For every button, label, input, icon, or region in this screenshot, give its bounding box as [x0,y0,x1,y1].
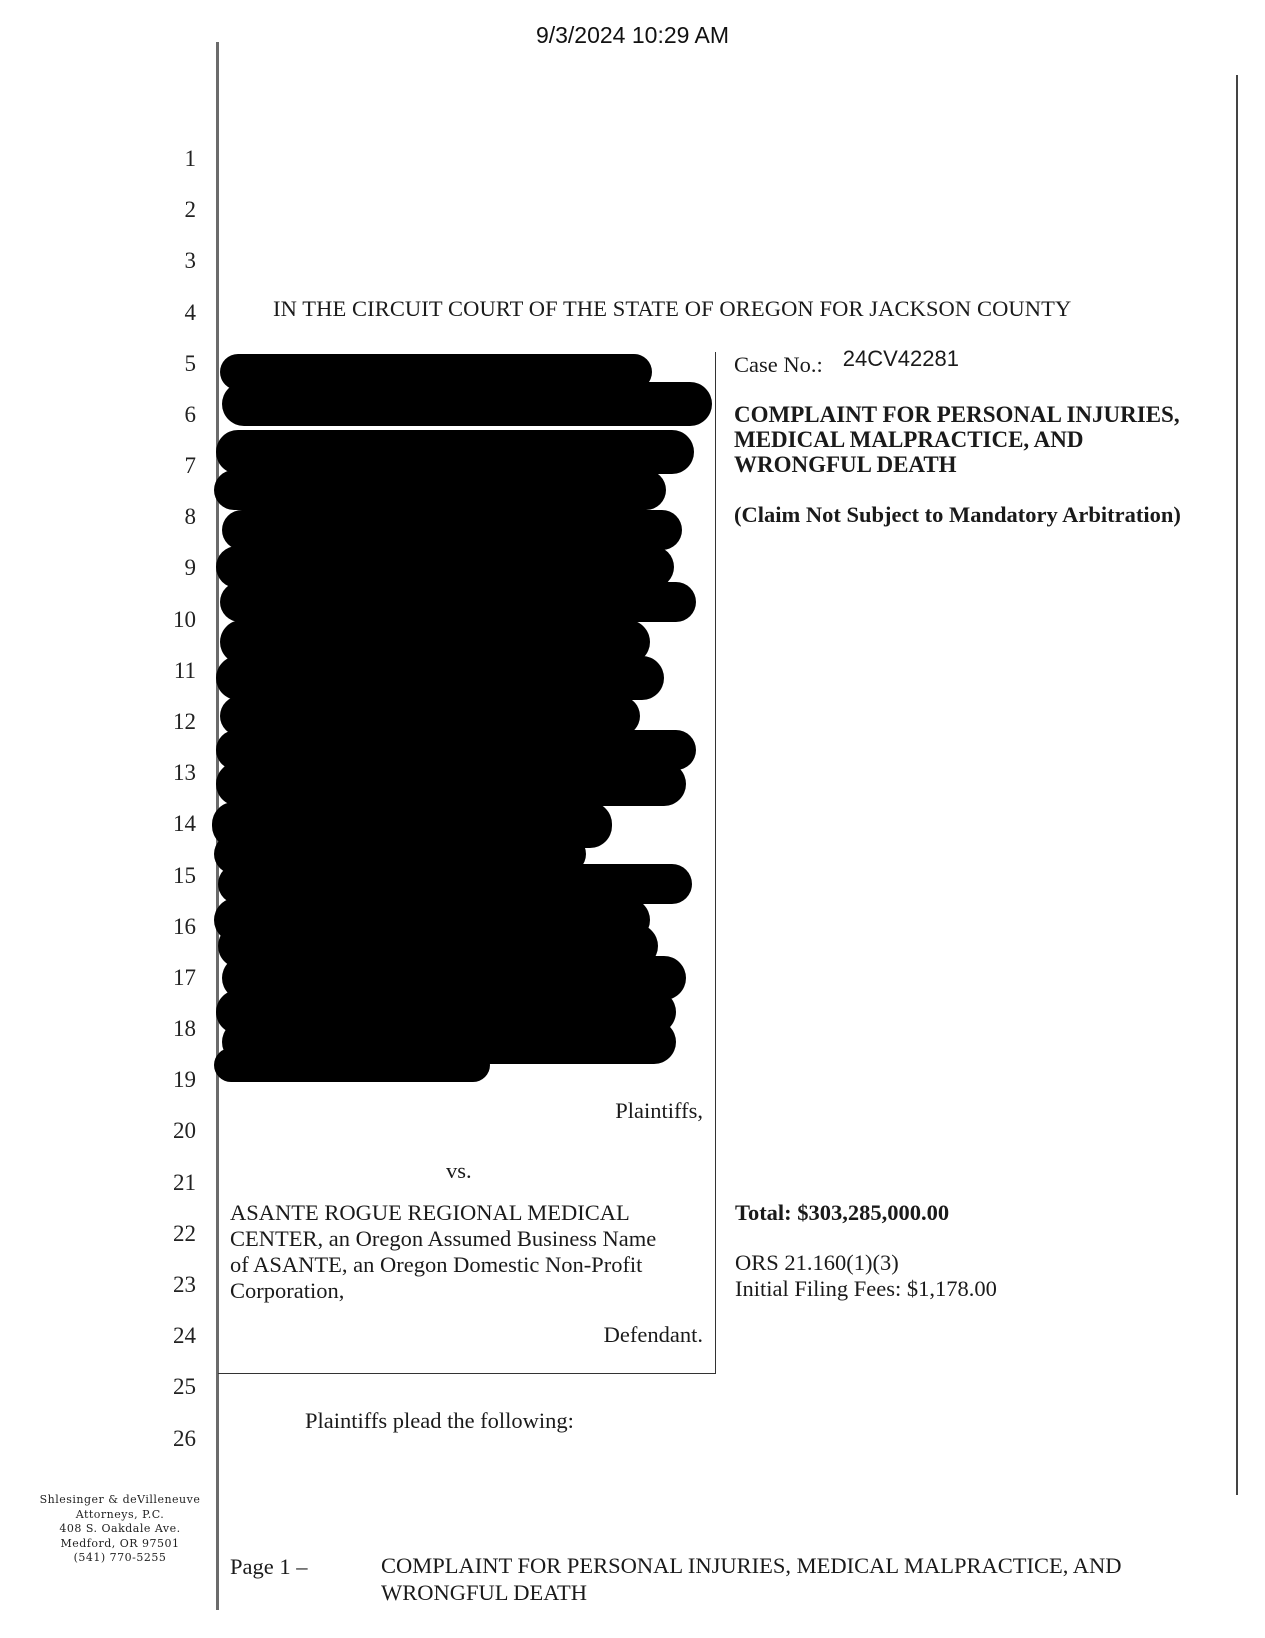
line-number: 11 [173,658,196,683]
defendant-label: Defendant. [603,1322,703,1347]
line-number: 4 [184,300,196,325]
line-number: 14 [173,811,196,836]
line-number: 15 [173,863,196,888]
line-number: 9 [184,555,196,580]
versus-label: vs. [446,1158,472,1183]
line-number: 2 [184,197,196,222]
footer-title: COMPLAINT FOR PERSONAL INJURIES, MEDICAL MALPRACTICE, AND WRONGFUL DEATH [381,1553,1122,1605]
line-number: 12 [173,709,196,734]
total-claim: Total: $303,285,000.00 [735,1200,950,1225]
firm-address: 408 S. Oakdale Ave. [59,1522,181,1535]
case-number-label: Case No.: [734,352,823,377]
defendant-name: ASANTE ROGUE REGIONAL MEDICAL CENTER, an Oregon Assumed Business Name of ASANTE, an Oregon Domestic Non-Profit Corporation, [230,1200,657,1303]
case-number [734,346,959,378]
line-number: 3 [184,248,196,273]
right-margin-rule [1236,75,1238,1495]
line-number: 13 [173,760,196,785]
line-number: 7 [184,453,196,478]
line-number: 26 [173,1426,196,1451]
line-number: 22 [173,1221,196,1246]
case-number-value: 24CV42281 [842,346,959,371]
court-title: IN THE CIRCUIT COURT OF THE STATE OF OREGON FOR JACKSON COUNTY [273,296,1072,321]
plaintiffs-label: Plaintiffs, [615,1098,703,1123]
line-number: 21 [173,1170,196,1195]
line-number: 19 [173,1067,196,1092]
firm-name: Shlesinger & deVilleneuve [39,1493,201,1506]
document-title: COMPLAINT FOR PERSONAL INJURIES, MEDICAL MALPRACTICE, AND WRONGFUL DEATH [734,402,1180,477]
law-firm-info: Shlesinger & deVilleneuve Attorneys, P.C. 408 S. Oakdale Ave. Medford, OR 97501 (541) 770-5255 [30,1493,210,1566]
line-number: 10 [173,607,196,632]
line-number: 18 [173,1016,196,1041]
line-number: 25 [173,1374,196,1399]
line-number: 1 [184,146,196,171]
statute-reference: ORS 21.160(1)(3) [735,1250,899,1275]
arbitration-note: (Claim Not Subject to Mandatory Arbitration) [734,502,1181,527]
line-number: 17 [173,965,196,990]
firm-phone: (541) 770-5255 [73,1551,167,1564]
line-number: 16 [173,914,196,939]
line-number: 20 [173,1118,196,1143]
line-number: 8 [184,504,196,529]
line-number: 24 [173,1323,196,1348]
line-number: 23 [173,1272,196,1297]
filing-fee-info [735,1250,997,1302]
filing-fees: Initial Filing Fees: $1,178.00 [735,1276,997,1301]
body-intro: Plaintiffs plead the following: [305,1408,574,1433]
case-caption [218,352,716,1374]
fax-timestamp: 9/3/2024 10:29 AM [535,22,730,48]
line-number: 6 [184,402,196,427]
line-number: 5 [184,351,196,376]
page-number: Page 1 – [230,1554,308,1579]
